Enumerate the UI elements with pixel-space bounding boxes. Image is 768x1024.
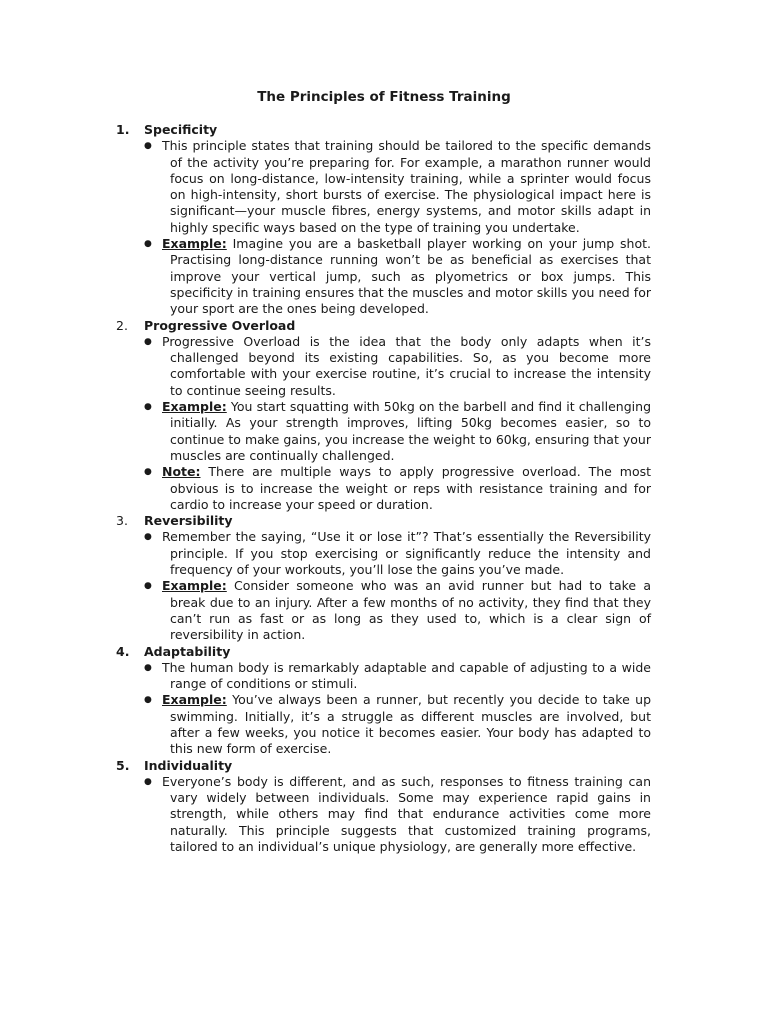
bullet-dot-icon: ● — [144, 776, 152, 787]
bullet-list — [0, 774, 768, 855]
bullet-item — [144, 692, 651, 757]
section-number: 3. — [116, 513, 128, 529]
section-number: 5. — [116, 757, 130, 773]
bullet-text: Remember the saying, “Use it or lose it”? That’s essentially the Reversibility principle. If you stop exercising or significantly reduce the intensity and frequency of your workouts, you’ll lose the gains you’ve made. — [162, 529, 651, 578]
bullet-dot-icon: ● — [144, 141, 152, 152]
section-number: 1. — [116, 122, 130, 137]
bullet-text: Progressive Overload is the idea that the body only adapts when it’s challenged beyond its existing capabilities. So, as you become more comfortable with your exercise routine, it’s crucial to increase the intensity to continue seeing results. — [162, 333, 651, 398]
section-number: 2. — [116, 317, 128, 333]
bullet-text: Imagine you are a basketball player working on your jump shot. Practising long-distance running won’t be as beneficial as exercises that improve your vertical jump, such as plyometrics or box jumps. This specificity in training ensures that the muscles and motor skills you need for your sport are the ones being developed. — [170, 236, 651, 317]
bullet-item — [144, 529, 651, 578]
bullet-text: You’ve always been a runner, but recently you decide to take up swimming. Initially, it’s a struggle as different muscles are involved, but after a few weeks, you notice it becomes easier. Your body has adapted to this new form of exercise. — [170, 692, 651, 757]
bullet-dot-icon: ● — [144, 402, 152, 413]
bullet-label: Example: — [162, 399, 227, 415]
bullet-dot-icon: ● — [144, 467, 152, 478]
bullet-item — [144, 464, 651, 513]
bullet-item — [144, 773, 651, 855]
principle-section — [0, 122, 768, 318]
section-heading: Progressive Overload — [144, 317, 296, 333]
bullet-dot-icon: ● — [144, 336, 152, 347]
section-heading: Individuality — [144, 757, 233, 773]
bullet-list — [0, 334, 768, 513]
section-heading: Adaptability — [144, 643, 231, 659]
document-title: The Principles of Fitness Training — [257, 89, 511, 105]
bullet-text: There are multiple ways to apply progressive overload. The most obvious is to increase the weight or reps with resistance training and for cardio to increase your speed or duration. — [170, 464, 651, 512]
bullet-dot-icon: ● — [144, 532, 152, 543]
bullet-text: You start squatting with 50kg on the barbell and find it challenging initially. As your strength improves, lifting 50kg becomes easier, so to continue to make gains, you increase the weight to 60kg, ensuring that your muscles are continually challenged. — [170, 399, 651, 463]
bullet-dot-icon: ● — [144, 239, 152, 250]
bullet-list — [0, 660, 768, 758]
bullet-item — [144, 138, 651, 236]
bullet-label: Note: — [162, 464, 201, 480]
bullet-text: Everyone’s body is different, and as such, responses to fitness training can vary widely between individuals. Some may experience rapid gains in strength, while others may find that endurance activities come more naturally. This principle suggests that customized training programs, tailored to an individual’s unique physiology, are generally more effective. — [162, 773, 651, 855]
bullet-dot-icon: ● — [144, 662, 152, 673]
principles-list — [0, 122, 768, 855]
principle-section — [0, 318, 768, 514]
bullet-text: The human body is remarkably adaptable and capable of adjusting to a wide range of conditions or stimuli. — [162, 659, 651, 692]
bullet-label: Example: — [162, 692, 227, 708]
principle-section — [0, 758, 768, 856]
principle-section — [0, 644, 768, 758]
bullet-item — [144, 236, 651, 317]
bullet-item — [144, 333, 651, 399]
bullet-label: Example: — [162, 578, 227, 594]
bullet-text: Consider someone who was an avid runner but had to take a break due to an injury. After a few months of no activity, they find that they can’t run as fast or as long as they used to, which is a clear sign of reversibility in action. — [170, 578, 651, 643]
section-heading: Specificity — [144, 122, 218, 137]
bullet-dot-icon: ● — [144, 695, 152, 706]
bullet-text: This principle states that training should be tailored to the specific demands of the activity you’re preparing for. For example, a marathon runner would focus on long-distance, low-intensity training, while a sprinter would focus on high-intensity, short bursts of exercise. The physiological impact here is significant—your muscle fibres, energy systems, and motor skills adapt in highly specific ways based on the type of training you undertake. — [162, 138, 651, 235]
bullet-list — [0, 138, 768, 317]
bullet-item — [144, 659, 651, 693]
section-number: 4. — [116, 643, 130, 659]
bullet-item — [144, 399, 651, 464]
bullet-list — [0, 529, 768, 643]
bullet-dot-icon: ● — [144, 581, 152, 592]
bullet-label: Example: — [162, 236, 227, 252]
section-heading: Reversibility — [144, 513, 233, 529]
principle-section — [0, 513, 768, 643]
bullet-item — [144, 578, 651, 643]
